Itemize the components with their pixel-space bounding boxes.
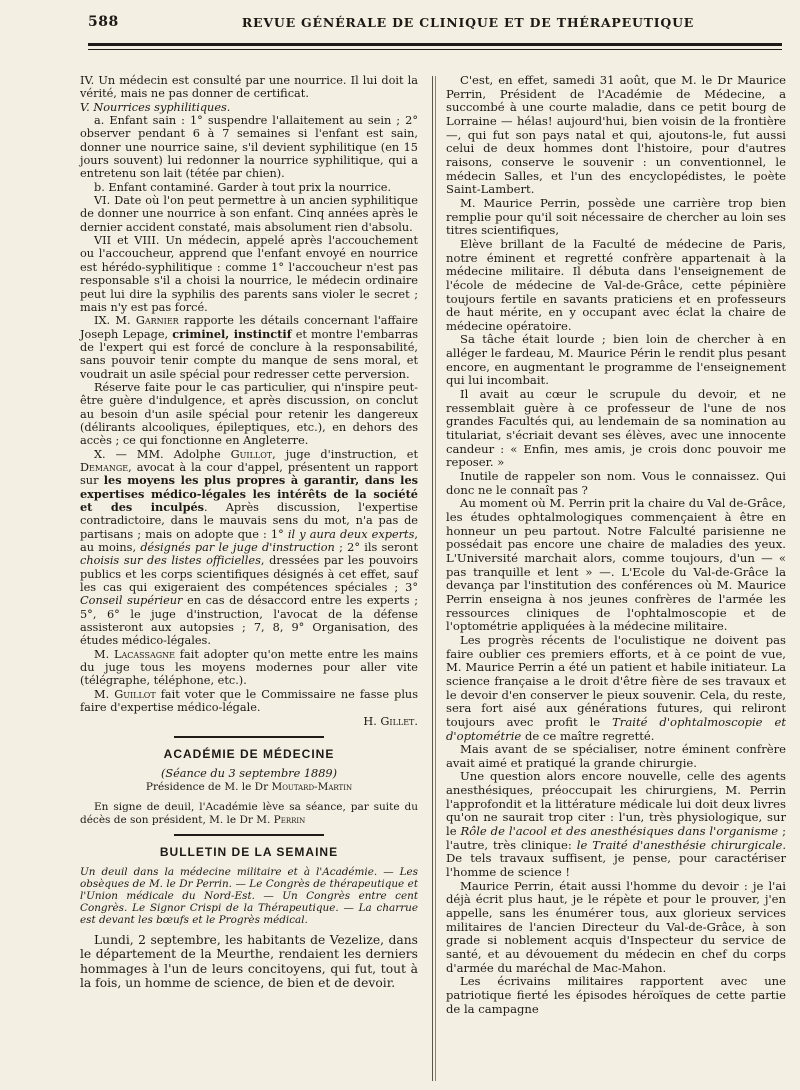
text-run: IX. M. — [94, 314, 136, 328]
page-number: 588 — [88, 14, 119, 30]
author-name: Perrin — [273, 813, 306, 826]
section-rule — [174, 834, 324, 836]
paragraph-v-b: b. Enfant contaminé. Garder à tout prix la nourrice. — [94, 180, 392, 194]
italic-phrase: le Traité d'anesthésie chirurgicale — [576, 837, 783, 852]
section-rule — [174, 736, 324, 738]
column-divider-inner — [435, 76, 436, 1081]
paragraph-r3: Elève brillant de la Faculté de médecine de Paris, notre éminent et regretté confrère appartenait à la médecine militaire. Il débuta dans l'enseignement de l'école de médecine de Val-de-Grâce, cette pépinière toujours fertile en savants praticiens et en professeurs de haut mérite, en y occupant avec éclat la chaire de médecine opératoire. — [446, 236, 786, 333]
paragraph-r8 — [446, 634, 786, 743]
paragraph-ix — [80, 314, 418, 381]
paragraph-r11: Maurice Perrin, était aussi l'homme du devoir : je l'ai déjà écrit plus haut, je le répète et pour le prouver, j'en appelle, sans les énumérer tous, aux glorieux services militaires de l'ancien Directeur du Val-de-Grâce, à son grade si noblement acquis d'Inspecteur du service de santé, et au dévouement du médecin en chef du corps d'armée du maréchal de Mac-Mahon. — [446, 878, 786, 975]
author-name: Moutard-Martin — [271, 780, 353, 793]
author-name: Demange — [80, 460, 129, 474]
author-name: Garnier — [135, 314, 179, 328]
italic-phrase: désignés par le juge d'instruction — [140, 541, 335, 555]
paragraph-r10 — [446, 770, 786, 879]
paragraph-lundi: Lundi, 2 septembre, les habitants de Vezelize, dans le département de la Meurthe, rendaient les derniers hommages à l'un de leurs concitoyens, qui fut, tout à la fois, un homme de science, de bien et de devoir. — [80, 932, 418, 991]
paragraph-v: V. Nourrices syphilitiques. — [80, 100, 231, 114]
text-run: ; l'autre, très clinique: — [446, 824, 786, 852]
text-run: . De tels travaux suffisent, je pense, pour caractériser l'homme de science ! — [446, 837, 786, 880]
text-run: , avocat à la cour d'appel, présentent un rapport sur — [80, 460, 418, 488]
page-header — [88, 14, 778, 36]
text-run: , dressées par les pouvoirs publics et les corps scientifiques désignés à cet effet, sauf les cas qui exigeraient des compétences spéciales ; 3° — [80, 554, 418, 595]
text-run: en cas de désaccord entre les experts ; 5°, 6° le juge d'instruction, l'avocat de la défense assisteront aux autopsies ; 7, 8, 9° Organisation, des études médico-légales. — [80, 594, 418, 648]
paragraph-r12: Les écrivains militaires rapportent avec une patriotique fierté les épisodes héroïques de cette partie de la campagne — [446, 974, 786, 1016]
paragraph-x — [80, 448, 418, 648]
paragraph-vi: VI. Date où l'on peut permettre à un ancien syphilitique de donner une nourrice à son enfant. Cinq années après le dernier accident constaté, mais absolument rien d'absolu. — [80, 194, 418, 234]
deuil-note — [80, 801, 418, 826]
right-column — [446, 74, 786, 1016]
paragraph-reserve: Réserve faite pour le cas particulier, qui n'inspire peut-être guère d'indulgence, et après discussion, on conclut au besoin d'un asile spécial pour retenir les dangereux (délirants alcooliques, épileptiques, etc.), en dehors des accès ; ce qui fonctionne en Angleterre. — [80, 380, 418, 448]
author-name: Guillot — [114, 687, 156, 701]
text-run: de ce maître regretté. — [521, 728, 655, 743]
text-run: fait voter que le Commissaire ne fasse plus faire d'expertise médico-légale. — [80, 687, 419, 715]
academie-title: ACADÉMIE DE MÉDECINE — [163, 746, 335, 761]
paragraph-r1: C'est, en effet, samedi 31 août, que M. le Dr Maurice Perrin, Président de l'Académie de Médecine, a succombé à une courte maladie, dans ce petit bourg de Lorraine — hélas! aujourd'hui, bien voisin de la frontière —, qui fut son pays natal et qui, ajoutons-le, fut aussi celui de deux hommes dont l'histoire, pour d'autres raisons, conserve le souvenir : un conventionnel, le médecin Salles, et l'un des encyclopédistes, le poète Saint-Lambert. — [446, 73, 786, 197]
text-run: X. — MM. Adolphe — [94, 447, 231, 461]
paragraph-r5: Il avait au cœur le scrupule du devoir, et ne ressemblait guère à ce professeur de l'une de nos grandes Facultés qui, au lendemain de sa nomination au titulariat, s'écriait devant ses élèves, avec une innocente candeur : « Enfin, mes amis, je crois donc pouvoir me reposer. » — [446, 387, 786, 470]
paragraph-r9: Mais avant de se spécialiser, notre éminent confrère avait aimé et pratiqué la grande chirurgie. — [446, 742, 786, 770]
spacer — [80, 793, 418, 801]
paragraph-vii-viii: VII et VIII. Un médecin, appelé après l'accouchement ou l'accoucheur, apprend que l'enfant envoyé en nourrice est hérédo-syphilitique : comme 1° l'accoucheur n'est pas responsable s'il a choisi la nourrice, le médecin ordinaire peut lui dire la syphilis des parents sans violer le secret ; mais n'y est pas forcé. — [80, 234, 418, 314]
column-divider — [432, 76, 433, 1081]
bulletin-summary: Un deuil dans la médecine militaire et à l'Académie. — Les obsèques de M. le Dr Perrin. — Le Congrès de thérapeutique et l'Union médicale du Nord-Est. — Un Congrès entre cent Congrès. Le Signor Crispi de la Thérapeutique. — La charrue est devant les bœufs et le Progrès médical. — [80, 865, 418, 927]
bold-phrase: les moyens les plus propres à garantir, dans les expertises médico-légales les intérêts de la société et des inculpés — [80, 473, 418, 514]
text-run: Une question alors encore nouvelle, celle des agents anesthésiques, préoccupait les chirurgiens, M. Perrin l'approfondit et la littérature médicale lui doit deux livres qu'on ne saurait trop citer : l'un, très physiologique, sur le — [446, 769, 786, 839]
text-run: fait adopter qu'on mette entre les mains du juge tous les moyens modernes pour aller vite (télégraphe, téléphone, etc.). — [80, 647, 419, 688]
text-run: et montre l'embarras de l'expert qui est forcé de conclure à la responsabilité, sans pouvoir tenir compte du manque de sens moral, et voudrait un asile spécial pour redresser cette perversion. — [80, 327, 419, 381]
paragraph-r4: Sa tâche était lourde ; bien loin de chercher à en alléger le fardeau, M. Maurice Périn le rendit plus pesant encore, en augmentant le programme de l'enseignement qui lui incombait. — [446, 332, 786, 388]
italic-phrase: il y aura deux experts — [287, 527, 415, 541]
paragraph-v-a: a. Enfant sain : 1° suspendre l'allaitement au sein ; 2° observer pendant 6 à 7 semaines si l'enfant est sain, donner une nourrice saine, s'il devient syphilitique (en 15 jours souvent) lui redonner la nourrice syphilitique, qui a entretenu son lait (tétée par chien). — [80, 114, 418, 181]
italic-phrase: Traité d'ophtalmoscopie et d'optométrie — [446, 714, 786, 743]
text-run: M. — [94, 687, 115, 701]
bold-phrase: criminel, instinctif — [172, 326, 292, 341]
seance-date: (Séance du 3 septembre 1889) — [160, 767, 338, 781]
author-name: Guillot — [230, 447, 273, 461]
text-run: rapporte les détails concernant l'affaire Joseph Lepage, — [80, 314, 418, 341]
author-name: Lacassagne — [113, 647, 175, 661]
paragraph-r6: Inutile de rappeler son nom. Vous le connaissez. Qui donc ne le connaît pas ? — [446, 469, 786, 497]
presidence — [80, 781, 418, 794]
paragraph-iv: IV. Un médecin est consulté par une nourrice. Il lui doit la vérité, mais ne pas donner de certificat. — [80, 74, 418, 101]
left-column — [80, 74, 418, 991]
text-run: , au moins, — [80, 527, 418, 555]
text-run: Présidence de M. le Dr — [145, 780, 272, 793]
italic-phrase: Rôle de l'acool et des anesthésiques dans l'organisme — [460, 824, 779, 839]
paragraph-r7: Au moment où M. Perrin prit la chaire du Val de-Grâce, les études ophtalmologiques commençaient à être en honneur un peu partout. Notre Falculté parisienne ne possédait pas encore une chaire de maladies des yeux. L'Université marchait alors, comme toujours, d'un — « pas tranquille et lent » —. L'Ecole du Val-de-Grâce la devança par l'institution des conférences où M. Maurice Perrin enseigna à nos jeunes confrères de l'armée les ressources cliniques de l'ophtalmoscopie et de l'optométrie appliquées à la médecine militaire. — [446, 496, 786, 634]
text-run: Les progrès récents de l'oculistique ne doivent pas faire oublier ces premiers efforts, et à ce point de vue, M. Maurice Perrin a été un patient et habile initiateur. La science française a le droit d'être fière de ses travaux et le devoir d'en conserver le pieux souvenir. Cela, du reste, sera fort aisé aux générations futures, qui reliront toujours avec profit le — [446, 632, 786, 729]
text-run: ; 2° ils seront — [334, 541, 418, 555]
paragraph-lacassagne — [80, 648, 418, 688]
italic-phrase: Conseil supérieur — [80, 594, 183, 608]
text-run: , juge d'instruction, et — [272, 447, 418, 461]
paragraph-guillot — [80, 688, 418, 715]
header-rule-thin — [88, 49, 782, 50]
running-title: REVUE GÉNÉRALE DE CLINIQUE ET DE THÉRAPEUTIQUE — [241, 15, 695, 30]
text-run: En signe de deuil, l'Académie lève sa séance, par suite du décès de son président, M. le Dr M. — [80, 801, 418, 826]
bulletin-title: BULLETIN DE LA SEMAINE — [159, 845, 339, 860]
italic-phrase: choisis sur des listes officielles — [80, 554, 261, 568]
signature: H. Gillet. — [363, 714, 418, 728]
paragraph-r2: M. Maurice Perrin, possède une carrière trop bien remplie pour qu'il soit nécessaire de chercher au loin ses titres scientifiques, — [446, 195, 786, 238]
text-run: . Après discussion, l'expertise contradictoire, dans le mauvais sens du mot, n'a pas de partisans ; mais on adopte que : 1° — [80, 501, 418, 541]
text-run: M. — [94, 647, 114, 661]
header-rule-thick — [88, 43, 782, 46]
